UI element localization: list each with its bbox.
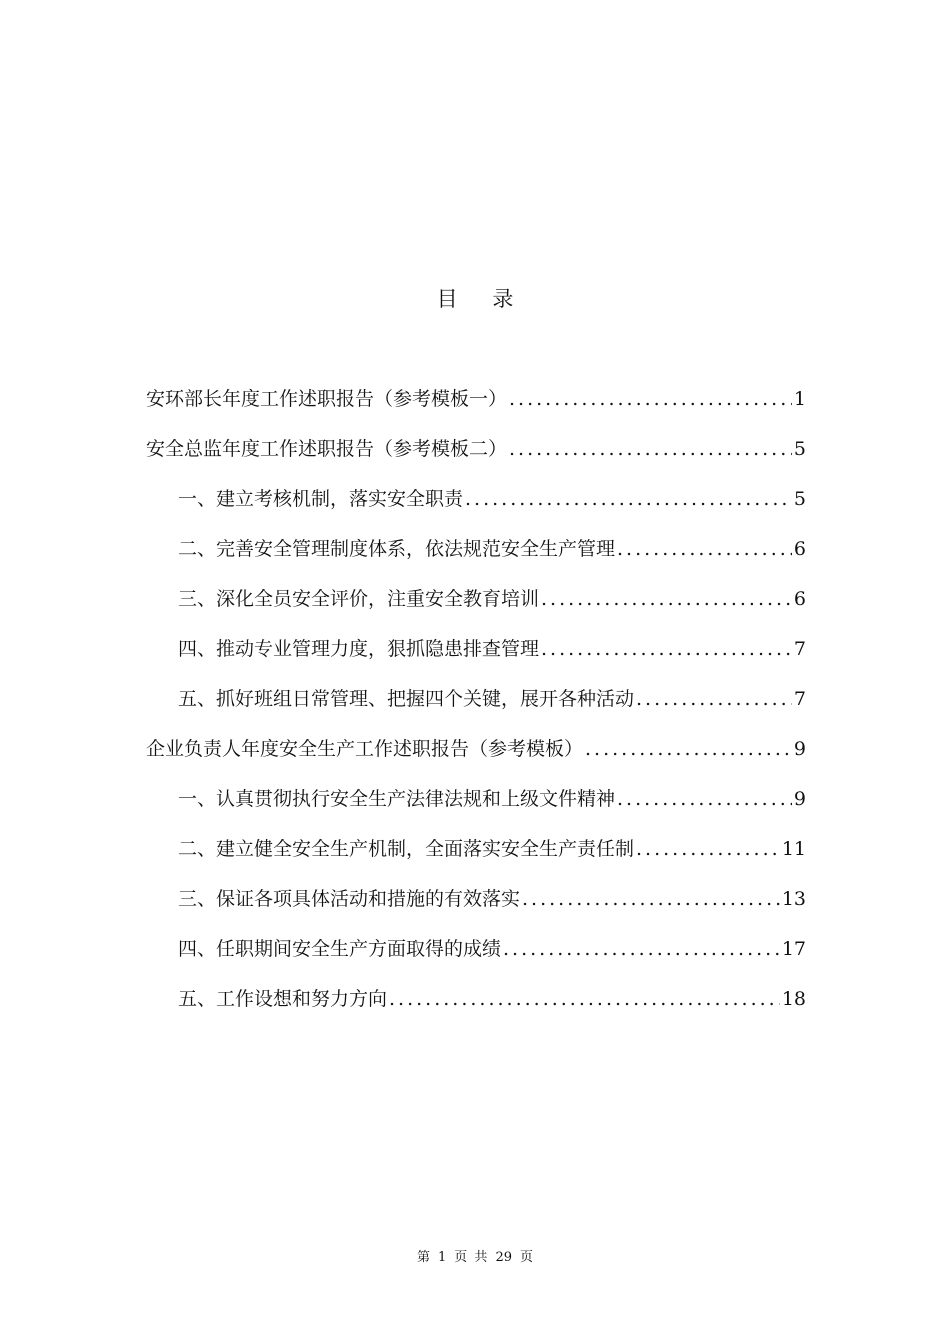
toc-entry-label: 四、任职期间安全生产方面取得的成绩 (178, 938, 502, 960)
toc-entry-page-number: 7 (793, 688, 806, 710)
footer-prefix: 第 (417, 1250, 431, 1265)
toc-leader-dots (509, 378, 792, 420)
toc-leader-dots (465, 478, 792, 520)
toc-entry[interactable] (146, 978, 806, 1028)
toc-entry[interactable] (146, 628, 806, 678)
toc-entry-page-number: 5 (793, 488, 806, 510)
toc-entry-page-number: 13 (781, 888, 806, 910)
toc-list (146, 378, 806, 1028)
toc-entry-label: 四、推动专业管理力度，狠抓隐患排查管理 (178, 638, 540, 660)
toc-title: 目 录 (436, 287, 528, 311)
toc-leader-dots (509, 428, 792, 470)
toc-entry[interactable] (146, 478, 806, 528)
toc-entry-page-number: 6 (793, 588, 806, 610)
toc-entry-label: 企业负责人年度安全生产工作述职报告（参考模板） (146, 738, 584, 760)
toc-entry[interactable] (146, 528, 806, 578)
toc-leader-dots (636, 828, 780, 870)
toc-entry[interactable] (146, 878, 806, 928)
toc-entry-label: 三、保证各项具体活动和措施的有效落实 (178, 888, 521, 910)
toc-leader-dots (585, 728, 792, 770)
toc-entry-page-number: 7 (793, 638, 806, 660)
toc-entry-label: 三、深化全员安全评价，注重安全教育培训 (178, 588, 540, 610)
toc-entry-label: 二、建立健全安全生产机制，全面落实安全生产责任制 (178, 838, 635, 860)
toc-entry-label: 一、建立考核机制，落实安全职责 (178, 488, 464, 510)
toc-entry-page-number: 11 (781, 838, 806, 860)
toc-entry-page-number: 9 (793, 738, 806, 760)
toc-entry-page-number: 6 (793, 538, 806, 560)
toc-entry[interactable] (146, 678, 806, 728)
toc-leader-dots (541, 578, 792, 620)
toc-entry-label: 五、抓好班组日常管理、把握四个关键，展开各种活动 (178, 688, 635, 710)
toc-leader-dots (389, 978, 780, 1020)
footer-middle: 页 共 (454, 1250, 488, 1265)
toc-entry-page-number: 9 (793, 788, 806, 810)
toc-entry-page-number: 1 (793, 388, 806, 410)
toc-entry-page-number: 18 (781, 988, 806, 1010)
toc-entry-label: 二、完善安全管理制度体系，依法规范安全生产管理 (178, 538, 616, 560)
toc-entry[interactable] (146, 578, 806, 628)
toc-entry[interactable] (146, 828, 806, 878)
toc-entry[interactable] (146, 428, 806, 478)
toc-leader-dots (617, 778, 792, 820)
toc-entry[interactable] (146, 928, 806, 978)
page-footer (0, 1246, 950, 1265)
toc-entry-page-number: 17 (781, 938, 806, 960)
toc-entry-label: 五、工作设想和努力方向 (178, 988, 388, 1010)
footer-suffix: 页 (519, 1250, 533, 1265)
toc-leader-dots (636, 678, 792, 720)
toc-leader-dots (541, 628, 792, 670)
toc-entry-page-number: 5 (793, 438, 806, 460)
toc-leader-dots (617, 528, 792, 570)
toc-entry[interactable] (146, 778, 806, 828)
toc-entry[interactable] (146, 378, 806, 428)
toc-entry[interactable] (146, 728, 806, 778)
toc-entry-label: 安环部长年度工作述职报告（参考模板一） (146, 388, 508, 410)
toc-leader-dots (503, 928, 780, 970)
toc-entry-label: 一、认真贯彻执行安全生产法律法规和上级文件精神 (178, 788, 616, 810)
footer-current-page: 1 (438, 1250, 447, 1265)
toc-leader-dots (522, 878, 780, 920)
toc-entry-label: 安全总监年度工作述职报告（参考模板二） (146, 438, 508, 460)
footer-total-pages: 29 (495, 1250, 512, 1265)
